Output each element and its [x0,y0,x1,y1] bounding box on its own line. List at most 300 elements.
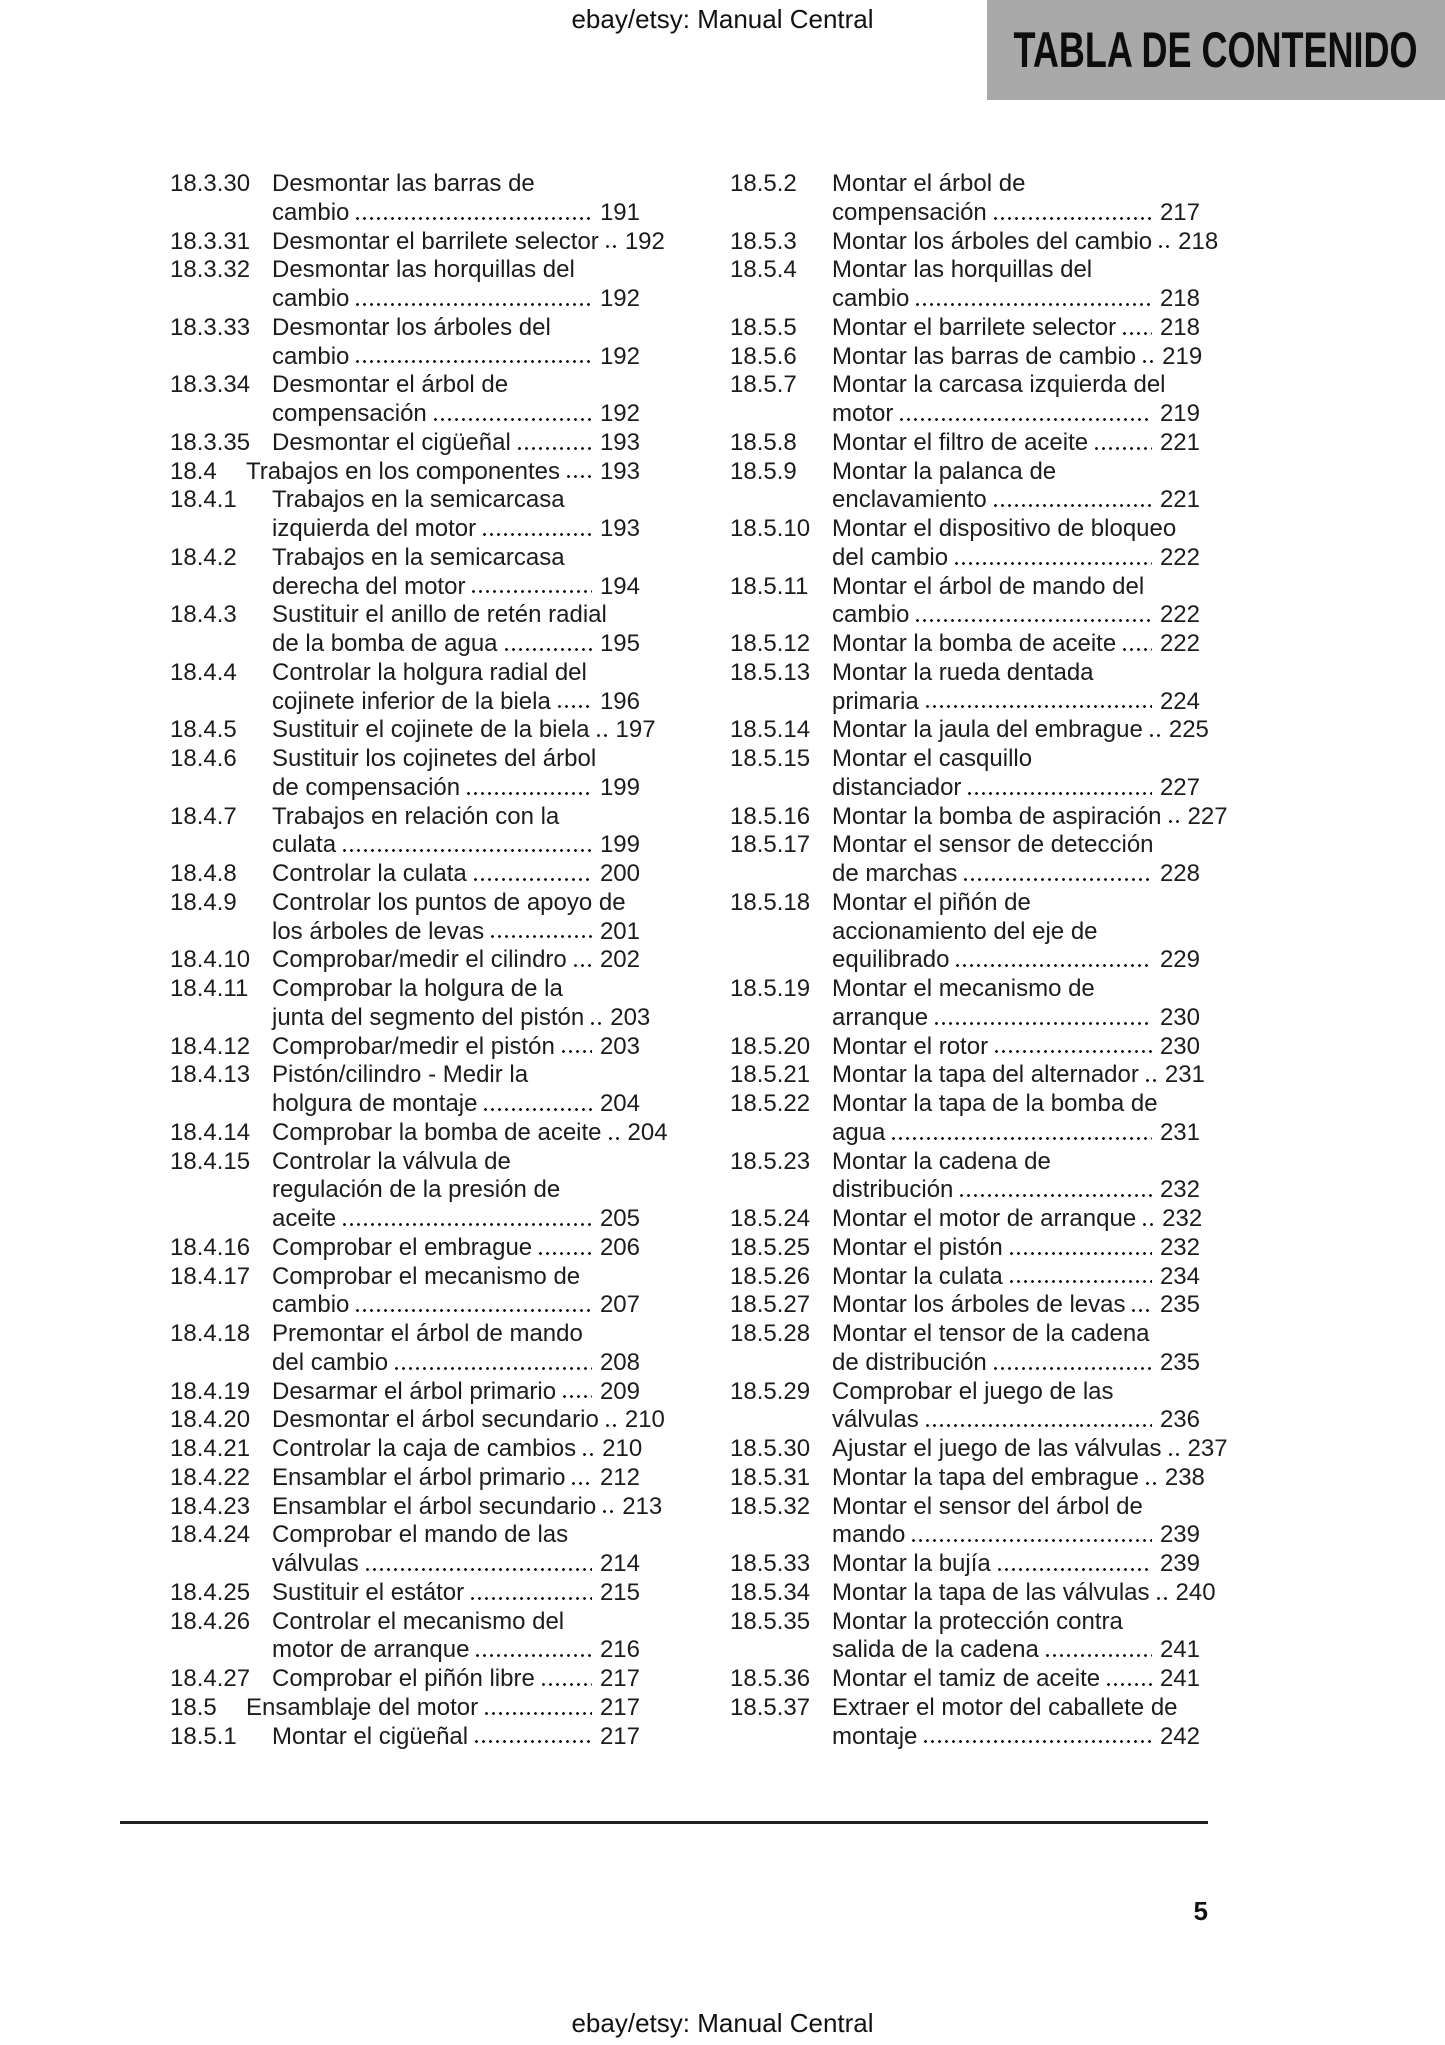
toc-entry-number: 18.5.30 [730,1435,811,1462]
dot-leader [353,1291,592,1320]
toc-entry-page: 232 [1159,1233,1200,1261]
toc-entry [730,314,1200,343]
toc-entry-title [272,1320,640,1378]
toc-entry-number: 18.5.29 [730,1377,811,1405]
toc-column-1 [170,170,668,1751]
toc-entry-text: Montar la jaula del embrague [832,716,1143,744]
dot-leader [560,1378,592,1407]
toc-entry-number: 18.5.13 [730,658,811,686]
toc-entry [730,1463,1205,1493]
toc-entry [170,975,651,1033]
toc-entry-number: 18.5.9 [730,457,797,485]
toc-entry [170,1234,640,1263]
toc-entry [170,1608,640,1666]
toc-entry-text: Montar el piñón de [832,888,1031,916]
toc-entry-page: 192 [599,342,640,370]
toc-entry-title [272,946,640,975]
toc-entry-title [832,1061,1205,1090]
dot-leader [588,1004,602,1033]
toc-entry-page: 225 [1168,716,1209,744]
page-title: TABLA DE CONTENIDO [1014,22,1418,78]
toc-entry-number: 18.5.36 [730,1665,811,1692]
dot-leader [482,1694,592,1723]
toc-entry [170,486,640,544]
toc-entry [170,314,640,372]
toc-entry-page: 210 [624,1406,665,1434]
toc-entry-title [272,659,640,717]
dot-leader [571,946,592,975]
toc-entry [730,745,1200,803]
toc-entry-number: 18.5.8 [730,428,797,456]
toc-entry-title [272,1579,640,1608]
toc-entry [730,1234,1200,1263]
toc-entry-text: Montar la cadena de [832,1147,1051,1175]
toc-entry-text: Montar el pistón [832,1233,1003,1261]
toc-entry-text: Ajustar el juego de las válvulas [832,1435,1162,1462]
toc-column-2 [730,170,1228,1751]
toc-entry-number: 18.4.19 [170,1377,251,1405]
toc-entry-text: Montar el sensor del árbol de [832,1492,1143,1520]
toc-entry-page: 206 [599,1233,640,1261]
toc-entry-page: 230 [1159,1003,1200,1031]
toc-entry-title [272,1406,665,1435]
toc-entry-text: Montar el dispositivo de bloqueo [832,515,1177,542]
toc-entry-number: 18.5.10 [730,515,811,542]
dot-leader [515,429,592,458]
toc-entry [730,1665,1200,1694]
toc-entry-text: culata [272,831,337,859]
toc-entry-page: 221 [1159,486,1200,514]
toc-entry [170,227,665,257]
toc-entry-number: 18.4.18 [170,1320,251,1347]
toc-entry-number: 18.5.18 [730,888,811,916]
dot-leader [580,1435,594,1464]
toc-entry-text: Controlar los puntos de apoyo de [272,888,626,916]
toc-entry-number: 18.4.1 [170,486,237,514]
toc-entry-text: junta del segmento del pistón [272,1003,585,1031]
toc-entry-text: Montar el motor de arranque [832,1205,1137,1232]
toc-entry-text: compensación [272,400,427,427]
toc-entry-number: 18.5.2 [730,170,797,197]
dot-leader [1120,314,1152,343]
toc-entry-number: 18.4.16 [170,1233,251,1261]
toc-entry-text: Trabajos en la semicarcasa [272,486,565,514]
toc-entry-text: Montar la tapa de la bomba de [832,1090,1158,1117]
toc-entry-text: compensación [832,198,987,226]
toc-entry-title [832,1205,1203,1234]
toc-entry-page: 217 [1159,198,1200,226]
toc-entry-number: 18.5.3 [730,227,797,255]
dot-leader [1166,1435,1180,1464]
toc-entry-number: 18.3.30 [170,170,251,197]
toc-entry-text: Comprobar la bomba de aceite [272,1118,602,1146]
toc-entry-text: Trabajos en relación con la [272,802,560,830]
toc-entry-number: 18.4.12 [170,1032,251,1060]
dot-leader [606,1119,620,1148]
toc-entry-page: 192 [599,285,640,312]
toc-entry-text: cambio [272,198,350,226]
toc-entry [170,1406,665,1435]
toc-entry-page: 209 [599,1377,640,1405]
dot-leader [363,1550,592,1579]
toc-entry-title [272,1033,640,1062]
dot-leader [991,486,1152,515]
toc-entry-number: 18.5.35 [730,1607,811,1635]
toc-entry-text: Comprobar/medir el cilindro [272,946,567,974]
toc-entry-number: 18.5.7 [730,371,797,399]
toc-entry-text: Sustituir el anillo de retén radial [272,601,607,629]
toc-entry-title [832,342,1203,372]
toc-entry-text: izquierda del motor [272,515,477,542]
toc-entry-title [272,889,640,947]
toc-entry-title [272,1723,640,1752]
toc-entry [730,573,1200,631]
toc-entry-title [272,1263,640,1321]
footer-divider [120,1821,1208,1824]
toc-entry-title [832,975,1200,1033]
toc-entry-number: 18.4.8 [170,860,237,887]
toc-entry [170,803,640,861]
toc-entry-text: Comprobar/medir el pistón [272,1032,555,1060]
toc-entry [170,1033,640,1062]
toc-entry-text: válvulas [832,1406,919,1434]
toc-entry [170,1694,640,1723]
toc-entry [170,716,656,745]
toc-entry-text: Montar las horquillas del [832,256,1093,284]
dot-leader [889,1119,1152,1148]
toc-entry-text: Ensamblar el árbol secundario [272,1492,597,1520]
toc-entry-text: Montar el rotor [832,1032,989,1060]
toc-entry [730,1694,1200,1752]
toc-entry-page: 221 [1159,428,1200,456]
toc-entry-number: 18.5.19 [730,975,811,1002]
dot-leader [480,515,592,544]
toc-entry [730,371,1200,429]
toc-entry-text: de compensación [272,773,461,801]
toc-entry-text: Comprobar el juego de las [832,1377,1114,1405]
dot-leader [921,1723,1152,1752]
toc-entry-text: válvulas [272,1550,359,1577]
toc-entry-number: 18.5.24 [730,1205,811,1232]
toc-entry-page: 216 [599,1636,640,1664]
toc-entry-number: 18.5.15 [730,745,811,772]
toc-entry-text: del cambio [832,543,949,571]
toc-entry [730,1608,1200,1666]
toc-entry-text: los árboles de levas [272,917,485,945]
dot-leader [1156,228,1170,257]
toc-entry-text: Montar la palanca de [832,457,1057,485]
toc-entry-text: Montar el árbol de mando del [832,572,1145,600]
toc-entry-text: Desmontar el barrilete selector [272,227,599,255]
toc-entry-page: 235 [1159,1291,1200,1319]
toc-entry-page: 236 [1159,1406,1200,1434]
toc-entry-page: 217 [599,1722,640,1750]
dot-leader [913,285,1152,314]
toc-entry [730,1090,1200,1148]
toc-entry-number: 18.5.11 [730,572,809,600]
toc-entry-text: Montar el filtro de aceite [832,428,1089,456]
toc-entry-page: 202 [599,946,640,974]
toc-entry-title [832,1234,1200,1263]
toc-entry-title [832,1463,1205,1493]
toc-entry [730,1578,1216,1608]
toc-entry-number: 18.4.7 [170,802,237,830]
dot-leader [1143,1061,1157,1090]
toc-entry-text: Montar la tapa del alternador [832,1061,1139,1089]
toc-entry-text: salida de la cadena [832,1636,1039,1664]
toc-entry-text: Comprobar el mecanismo de [272,1262,581,1290]
toc-entry-text: Comprobar el mando de las [272,1521,569,1549]
toc-entry-text: Montar la tapa del embrague [832,1463,1139,1491]
dot-leader [481,1090,591,1119]
toc-entry-text: Montar la carcasa izquierda del [832,371,1166,399]
toc-entry [730,1320,1200,1378]
toc-entry-page: 230 [1159,1032,1200,1060]
toc-entry-page: 193 [599,515,640,542]
dot-leader [1129,1291,1151,1320]
toc-entry-title [272,429,640,458]
toc-entry-text: Montar la tapa de las válvulas [832,1578,1150,1606]
toc-entry-title [272,1464,640,1493]
toc-entry-title [272,803,640,861]
toc-entry-number: 18.5.25 [730,1233,811,1261]
toc-entry [170,170,640,228]
toc-entry-text: montaje [832,1722,918,1750]
toc-entry-page: 228 [1159,860,1200,887]
toc-entry-title [832,1493,1200,1551]
toc-entry-number: 18.5.22 [730,1090,811,1117]
dot-leader [932,1004,1152,1033]
toc-entry-text: Montar los árboles del cambio [832,227,1153,255]
toc-entry-page: 241 [1159,1636,1200,1664]
toc-entry [170,889,640,947]
toc-entry [170,1118,668,1148]
toc-entry-page: 203 [599,1032,640,1060]
toc-entry-text: mando [832,1521,906,1549]
toc-entry-page: 237 [1187,1435,1228,1462]
toc-entry-title [832,1291,1200,1320]
toc-entry-title [272,1608,640,1666]
toc-entry-text: agua [832,1118,886,1146]
toc-entry-title [272,1061,640,1119]
toc-entry-title [832,889,1200,975]
toc-entry-page: 232 [1159,1176,1200,1204]
toc-entry-text: Sustituir el estátor [272,1578,465,1606]
toc-entry-text: Montar la culata [832,1262,1003,1290]
dot-leader [992,1033,1152,1062]
toc-entry [730,1061,1205,1090]
dot-leader [1092,429,1152,458]
toc-entry-text: Montar la protección contra [832,1607,1123,1635]
toc-entry-text: Controlar el mecanismo del [272,1607,565,1635]
toc-entry-page: 196 [599,687,640,715]
toc-entry-page: 231 [1164,1061,1205,1089]
page-number: 5 [1193,1896,1208,1926]
toc-entry-text: Montar la bomba de aceite [832,630,1117,657]
toc-entry-page: 192 [624,227,665,255]
toc-entry-number: 18.5.17 [730,831,811,859]
toc-entry-title [272,975,651,1033]
toc-entry-title [832,1090,1200,1148]
toc-entry [730,429,1200,458]
toc-entry-number: 18.4.14 [170,1118,251,1146]
dot-leader [472,1723,592,1752]
toc-entry-text: cambio [272,342,350,370]
toc-entry [730,802,1228,832]
toc-entry-text: Montar el casquillo [832,745,1033,772]
toc-entry-page: 219 [1162,342,1203,370]
toc-entry-page: 229 [1159,946,1200,974]
dot-leader [965,774,1152,803]
toc-entry-number: 18.3.31 [170,227,251,255]
dot-leader [468,1579,592,1608]
toc-entry-page: 240 [1175,1578,1216,1606]
toc-entry-number: 18.5.12 [730,630,811,657]
toc-entry-title [272,860,640,889]
toc-entry [730,256,1200,314]
toc-entry-page: 210 [602,1435,643,1462]
toc-entry-number: 18.5.23 [730,1147,811,1175]
toc-entry-text: Montar el tensor de la cadena [832,1320,1150,1347]
toc-entry-page: 203 [610,1003,651,1031]
toc-entry-text: Montar el barrilete selector [832,313,1117,341]
toc-entry-page: 222 [1159,630,1200,657]
toc-entry-page: 238 [1164,1463,1205,1491]
toc-entry-text: Montar el mecanismo de [832,975,1095,1002]
toc-entry [730,1205,1203,1234]
toc-entry-text: aceite [272,1205,337,1232]
toc-entry [730,1550,1200,1579]
toc-entry [730,831,1200,889]
toc-entry-number: 18.5.34 [730,1578,811,1606]
toc-entry-page: 193 [599,428,640,456]
toc-entry [170,544,640,602]
toc-entry-number: 18.4.22 [170,1463,251,1491]
toc-entry-text: Controlar la caja de cambios [272,1435,577,1462]
toc-entry-text: Comprobar el embrague [272,1233,533,1261]
toc-entry-title [832,1665,1200,1694]
toc-entry [170,1320,640,1378]
toc-entry-number: 18.5.33 [730,1550,811,1577]
toc-entry [730,716,1209,745]
toc-entry-title [832,515,1200,573]
toc-entry-page: 219 [1159,400,1200,427]
toc-entry [170,1723,640,1752]
toc-entry-page: 213 [622,1492,663,1520]
dot-leader [1043,1636,1152,1665]
toc-entry [730,342,1203,372]
toc-entry-title [832,1694,1200,1752]
toc-entry-title [832,1378,1200,1436]
dot-leader [353,199,592,228]
dot-leader [923,688,1152,717]
toc-entry-number: 18.4.13 [170,1061,251,1089]
dot-leader [431,400,592,429]
toc-entry-page: 199 [599,831,640,859]
toc-entry-page: 218 [1159,313,1200,341]
toc-entry-page: 207 [599,1291,640,1319]
toc-entry-text: de distribución [832,1348,987,1376]
toc-entry-title [832,170,1200,228]
toc-entry-number: 18.3.32 [170,256,251,284]
toc-entry-text: enclavamiento [832,486,987,514]
dot-leader [897,400,1152,429]
toc-entry-text: regulación de la presión de [272,1176,561,1204]
toc-entry-number: 18.5.6 [730,342,797,370]
toc-entry-text: Desmontar las barras de [272,170,535,197]
toc-entry-title [272,486,640,544]
toc-entry-page: 194 [599,572,640,600]
toc-entry-page: 193 [599,457,640,485]
toc-entry-page: 224 [1159,687,1200,715]
toc-entry-text: Montar el tamiz de aceite [832,1665,1101,1692]
toc-entry-number: 18.4.27 [170,1665,251,1692]
toc-entry [730,1148,1200,1206]
toc-entry-text: derecha del motor [272,572,466,600]
toc-entry [170,1521,640,1579]
toc-entry-number: 18.5.27 [730,1291,811,1319]
toc-entry [170,659,640,717]
toc-entry-text: Desmontar los árboles del [272,313,551,341]
toc-entry-page: 218 [1159,285,1200,312]
toc-entry [730,515,1200,573]
toc-entry [730,458,1200,516]
toc-entry-text: Desmontar el árbol secundario [272,1406,599,1434]
toc-entry [730,1435,1228,1464]
toc-entry-title [832,1608,1200,1666]
toc-entry-number: 18.5.37 [730,1693,811,1721]
toc-entry-text: Ensamblaje del motor [246,1693,479,1721]
dot-leader [991,1349,1152,1378]
toc-entry-number: 18.4.23 [170,1492,251,1520]
toc-entry-title [272,1492,663,1522]
toc-entry-text: cojinete inferior de la biela [272,687,551,715]
toc-entry-title [272,716,656,745]
toc-entry-title [832,716,1209,745]
toc-entry-page: 235 [1159,1348,1200,1376]
toc-entry-page: 239 [1159,1550,1200,1577]
dot-leader [473,1636,592,1665]
dot-leader [555,688,592,717]
footer-watermark: ebay/etsy: Manual Central [571,2008,874,2038]
dot-leader [569,1464,592,1493]
dot-leader [392,1349,592,1378]
toc-entry-number: 18.4 [170,457,217,485]
toc-entry-page: 232 [1162,1205,1203,1232]
toc-entry-number: 18.5.21 [730,1061,811,1089]
toc-entry-text: Comprobar el piñón libre [272,1665,535,1692]
toc-entry [170,458,640,487]
toc-entry-number: 18.4.24 [170,1521,251,1549]
toc-entry-number: 18.3.35 [170,428,251,456]
toc-entry-text: Controlar la holgura radial del [272,658,587,686]
toc-entry-page: 195 [599,630,640,657]
toc-entry [730,630,1200,659]
toc-entry-page: 204 [627,1118,668,1146]
toc-entry-page: 214 [599,1550,640,1577]
toc-entry-number: 18.5.1 [170,1722,237,1750]
dot-leader [559,1033,592,1062]
dot-leader [952,544,1152,573]
toc-entry-number: 18.4.10 [170,946,251,974]
toc-entry-number: 18.4.20 [170,1406,251,1434]
dot-leader [1140,343,1154,372]
toc-entry-number: 18.5.31 [730,1463,811,1491]
toc-entry-title [832,227,1219,257]
toc-entry-title [272,227,665,257]
toc-entry-page: 217 [599,1693,640,1721]
toc-entry-text: accionamiento del eje de [832,917,1098,945]
